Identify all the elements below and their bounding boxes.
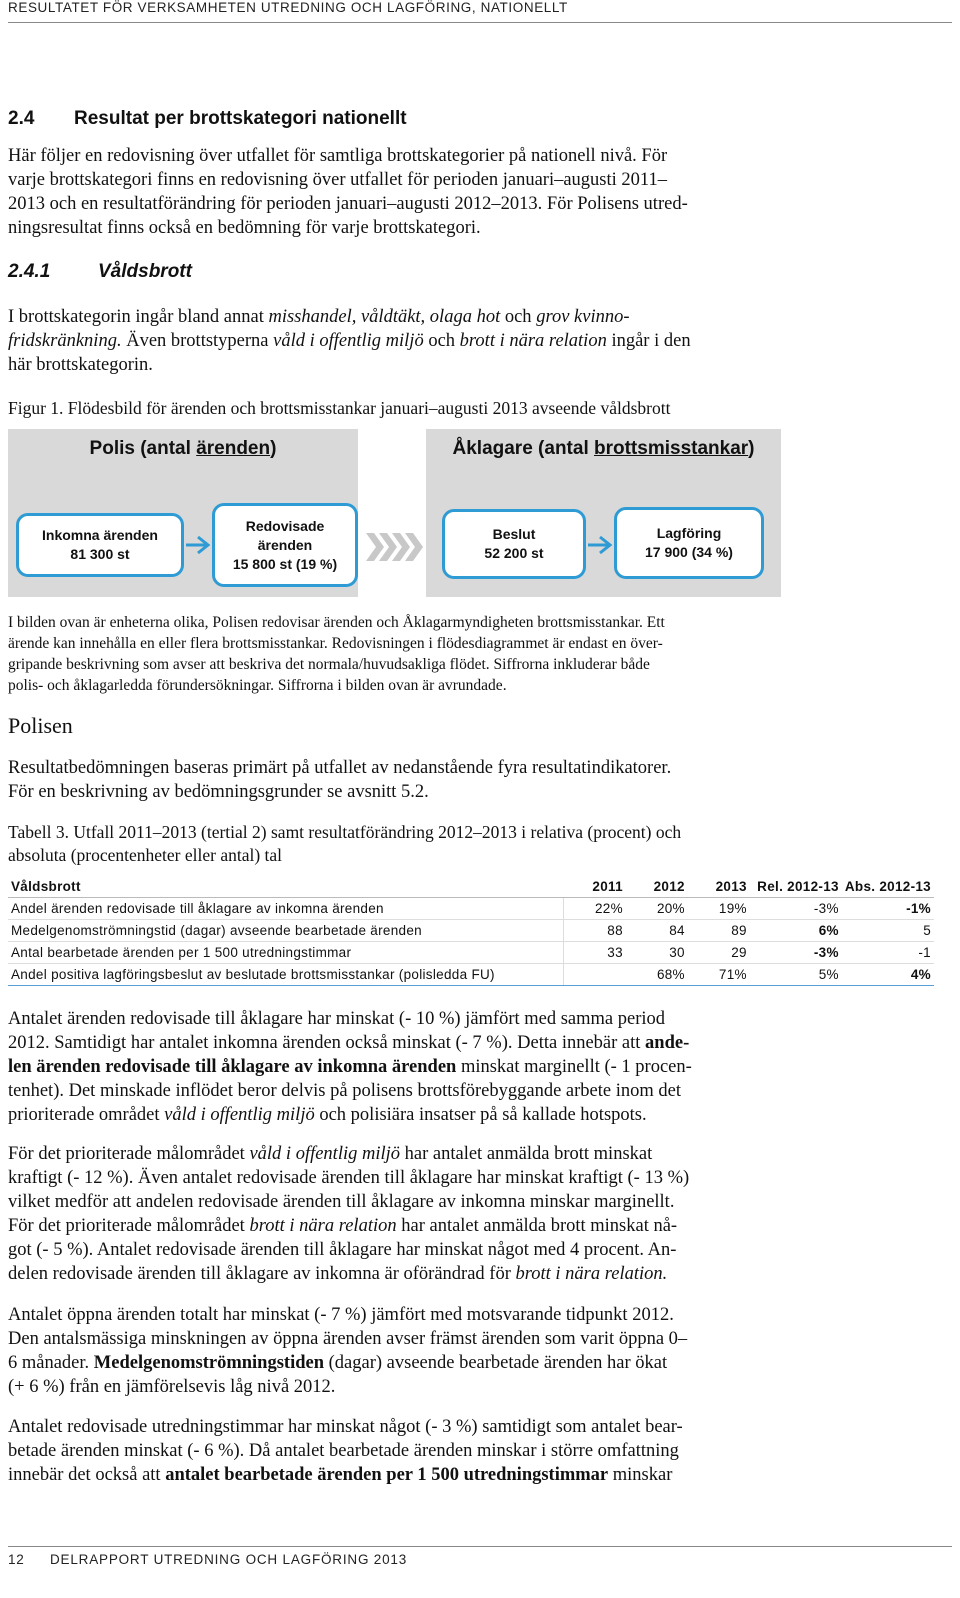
section-heading [8, 108, 407, 130]
para-line: got (- 5 %). Antalet redovisade ärenden till åklagare har minskat något med 4 procent. An- [8, 1240, 677, 1260]
caption-line: Tabell 3. Utfall 2011–2013 (tertial 2) samt resultatförändring 2012–2013 i relativa (procent) och [8, 822, 682, 842]
column-header: 2013 [688, 876, 750, 898]
text: har antalet anmälda brott minskat [400, 1144, 653, 1164]
title-text: ) [270, 438, 277, 459]
para-line [8, 1214, 948, 1238]
flow-node-decision [442, 509, 586, 579]
table-cell: 84 [626, 920, 688, 942]
para-line: Resultatbedömningen baseras primärt på utfallet av nedanstående fyra resultatindikatorer. [8, 758, 672, 778]
body-paragraph-3 [8, 1303, 948, 1399]
text: prioriterade området [8, 1105, 165, 1125]
title-text: Åklagare (antal [452, 438, 594, 459]
footer-title: DELRAPPORT UTREDNING OCH LAGFÖRING 2013 [50, 1552, 408, 1567]
figure-caption: Figur 1. Flödesbild för ärenden och brottsmisstankar januari–augusti 2013 avseende våldsbrott [8, 398, 671, 418]
column-header: Våldsbrott [8, 876, 564, 898]
intro-line: varje brottskategori finns en redovisning över utfallet för perioden januari–augusti 2011– [8, 170, 667, 190]
para-line: vilket medför att andelen redovisade ärenden till åklagare av inkomna minskar marginellt. [8, 1192, 675, 1212]
table-cell: 71% [688, 964, 750, 986]
node-value: 15 800 st (19 %) [232, 555, 338, 572]
para-line: här brottskategorin. [8, 355, 153, 375]
table-row [8, 942, 934, 964]
text: har antalet anmälda brott minskat nå- [396, 1216, 678, 1236]
table-cell: -3% [750, 942, 842, 964]
italic-text: våld i offentlig miljö [249, 1144, 401, 1164]
para-line [8, 1055, 948, 1079]
text: För det prioriterade målområdet [8, 1216, 250, 1236]
table-header-row [8, 876, 934, 898]
para-line: Antalet ärenden redovisade till åklagare har minskat (- 10 %) jämfört med samma period [8, 1009, 666, 1029]
table-cell [564, 964, 626, 986]
title-underlined: brottsmisstankar [594, 438, 749, 459]
note-line: I bilden ovan är enheterna olika, Polisen redovisar ärenden och Åklagarmyndigheten brottsmisstankar. Ett [8, 614, 665, 631]
text: och [423, 331, 460, 351]
subsection-heading [8, 261, 192, 283]
figure-note [8, 612, 953, 696]
running-header: RESULTATET FÖR VERKSAMHETEN UTREDNING OCH LAGFÖRING, NATIONELLT [8, 0, 568, 15]
italic-text: brott i nära relation [249, 1216, 397, 1236]
footer-rule [8, 1546, 952, 1547]
table-cell: 4% [842, 964, 934, 986]
table-cell: 29 [688, 942, 750, 964]
flow-node-incoming [16, 513, 184, 577]
para-line [8, 305, 948, 329]
bold-text: ande- [645, 1033, 690, 1053]
table-cell: 68% [626, 964, 688, 986]
text: För det prioriterade målområdet [8, 1144, 250, 1164]
node-label: Redovisade [245, 517, 325, 534]
page-footer [8, 1552, 407, 1567]
para-line: Antalet redovisade utredningstimmar har minskat något (- 3 %) samtidigt som antalet bear- [8, 1417, 683, 1437]
table-cell: 33 [564, 942, 626, 964]
bold-text: len ärenden redovisade till åklagare av inkomna ärenden [8, 1057, 457, 1077]
text: och [500, 307, 537, 327]
table-cell: Andel positiva lagföringsbeslut av beslutade brottsmisstankar (polisledda FU) [8, 964, 564, 986]
flow-node-reported [212, 503, 358, 587]
caption-line: absoluta (procentenheter eller antal) tal [8, 845, 283, 865]
node-label: Beslut [492, 526, 536, 542]
section-title: Resultat per brottskategori nationellt [74, 108, 407, 129]
flow-node-prosecution [614, 507, 764, 579]
para-line: Antalet öppna ärenden totalt har minskat (- 7 %) jämfört med motsvarande tidpunkt 2012. [8, 1305, 674, 1325]
para-line: För en beskrivning av bedömningsgrunder se avsnitt 5.2. [8, 782, 429, 802]
para-line [8, 329, 948, 353]
node-value: 81 300 st [70, 546, 130, 562]
column-header: 2011 [564, 876, 626, 898]
bold-text: antalet bearbetade ärenden per 1 500 utredningstimmar [165, 1465, 609, 1485]
node-label: ärenden [257, 536, 313, 553]
table-cell: 6% [750, 920, 842, 942]
body-paragraph-2 [8, 1142, 948, 1286]
bold-text: Medelgenomströmningstiden [93, 1353, 325, 1373]
table-cell: Andel ärenden redovisade till åklagare av inkomna ärenden [8, 898, 564, 920]
text: Även brottstyperna [121, 331, 274, 351]
para-line [8, 1031, 948, 1055]
table-cell: Medelgenomströmningstid (dagar) avseende bearbetade ärenden [8, 920, 564, 942]
italic-text: grov kvinno- [536, 307, 630, 327]
text: I brottskategorin ingår bland annat [8, 307, 269, 327]
subsection-title: Våldsbrott [98, 261, 192, 282]
para-line [8, 1103, 948, 1127]
column-header: Abs. 2012-13 [842, 876, 934, 898]
table-cell: -3% [750, 898, 842, 920]
table-cell: 89 [688, 920, 750, 942]
note-line: polis- och åklagarledda förundersökningar. Siffrorna i bilden ovan är avrundade. [8, 677, 507, 694]
para-line: tenhet). Det minskade inflödet beror delvis på polisens brottsförebyggande arbete inom det [8, 1081, 682, 1101]
page-number: 12 [8, 1552, 25, 1567]
para-line: betade ärenden minskat (- 6 %). Då antalet bearbetade ärenden minskar i större omfattning [8, 1441, 679, 1461]
italic-text: misshandel, våldtäkt, olaga hot [268, 307, 501, 327]
column-header: 2012 [626, 876, 688, 898]
italic-text: våld i offentlig miljö [273, 331, 424, 351]
arrow-right-icon [184, 533, 214, 557]
node-label: Lagföring [656, 525, 722, 541]
title-text: ) [748, 438, 755, 459]
note-line: ärende kan innehålla en eller flera brottsmisstankar. Redovisningen i flödesdiagrammet är endast en över- [8, 635, 663, 652]
body-paragraph-1 [8, 1007, 948, 1127]
table-cell: 30 [626, 942, 688, 964]
table-cell: 22% [564, 898, 626, 920]
para-line [8, 1351, 948, 1375]
police-panel-title [8, 438, 358, 460]
text: minskar [608, 1465, 673, 1485]
table-cell: 5% [750, 964, 842, 986]
text: minskat marginellt (- 1 procen- [456, 1057, 692, 1077]
table-row [8, 964, 934, 986]
text: (dagar) avseende bearbetade ärenden har ökat [324, 1353, 668, 1373]
italic-text: våld i offentlig miljö [164, 1105, 315, 1125]
node-value: 52 200 st [484, 545, 544, 561]
header-rule [8, 22, 952, 23]
section-number: 2.4 [8, 108, 35, 129]
italic-text: brott i nära relation [459, 331, 607, 351]
title-text: Polis (antal [89, 438, 197, 459]
text: och polisiära insatser på så kallade hotspots. [314, 1105, 647, 1125]
polisen-heading: Polisen [8, 713, 73, 738]
chevron-arrows-icon [366, 529, 424, 565]
table-cell: -1 [842, 942, 934, 964]
polisen-paragraph [8, 756, 948, 804]
para-line [8, 1463, 948, 1487]
intro-line: Här följer en redovisning över utfallet för samtliga brottskategorier på nationell nivå. För [8, 146, 668, 166]
italic-text: fridskränkning. [8, 331, 122, 351]
table-caption [8, 821, 948, 867]
table-cell: Antal bearbetade ärenden per 1 500 utredningstimmar [8, 942, 564, 964]
table-row [8, 920, 934, 942]
arrow-right-icon [586, 533, 616, 557]
para-line [8, 1262, 948, 1286]
subsection-paragraph [8, 305, 948, 377]
table-cell: -1% [842, 898, 934, 920]
intro-line: 2013 och en resultatförändring för perioden januari–augusti 2012–2013. För Polisens utred- [8, 194, 688, 214]
column-header: Rel. 2012-13 [750, 876, 842, 898]
para-line: Den antalsmässiga minskningen av öppna ärenden avser främst ärenden som varit öppna 0– [8, 1329, 688, 1349]
prosecutor-panel-title [426, 438, 781, 460]
subsection-number: 2.4.1 [8, 261, 51, 282]
table-cell: 20% [626, 898, 688, 920]
intro-line: ningsresultat finns också en bedömning för varje brottskategori. [8, 218, 481, 238]
section-intro [8, 144, 948, 240]
para-line: (+ 6 %) från en jämförelsevis låg nivå 2012. [8, 1377, 336, 1397]
note-line: gripande beskrivning som avser att beskriva det normala/huvudsakliga flödet. Siffrorna inkluderar både [8, 656, 650, 673]
text: delen redovisade ärenden till åklagare av inkomna är oförändrad för [8, 1264, 516, 1284]
para-line [8, 1142, 948, 1166]
table-row [8, 898, 934, 920]
node-label: Inkomna ärenden [42, 527, 158, 543]
title-underlined: ärenden [196, 438, 271, 459]
flow-figure [8, 429, 781, 597]
node-value: 17 900 (34 %) [645, 544, 733, 560]
table-cell: 88 [564, 920, 626, 942]
text: 2012. Samtidigt har antalet inkomna ärenden också minskat (- 7 %). Detta innebär att [8, 1033, 646, 1053]
text: innebär det också att [8, 1465, 166, 1485]
para-line: kraftigt (- 12 %). Även antalet redovisade ärenden till åklagare har minskat kraftigt (- 13 %) [8, 1168, 690, 1188]
text: ingår i den [606, 331, 691, 351]
table-cell: 19% [688, 898, 750, 920]
italic-text: brott i nära relation. [515, 1264, 668, 1284]
body-paragraph-4 [8, 1415, 948, 1487]
text: 6 månader. [8, 1353, 94, 1373]
results-table [8, 876, 934, 986]
table-cell: 5 [842, 920, 934, 942]
